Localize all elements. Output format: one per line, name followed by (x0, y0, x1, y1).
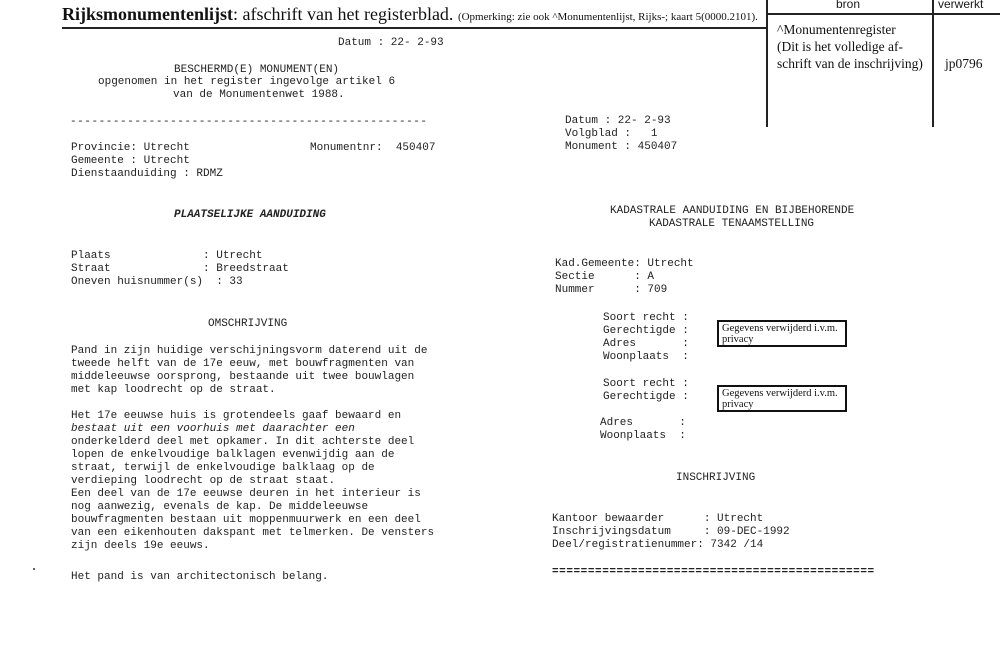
gemeente: Gemeente : Utrecht (71, 155, 190, 167)
stray-dot (33, 568, 35, 570)
block1-adres: Adres : (603, 338, 689, 350)
block2-adres: Adres : (600, 417, 686, 429)
block1-soort-recht: Soort recht : (603, 312, 689, 324)
kadastrale-heading-2: KADASTRALE TENAAMSTELLING (649, 218, 815, 230)
document-title (62, 4, 758, 25)
kantoor-bewaarder: Kantoor bewaarder : Utrecht (552, 513, 764, 525)
bron-line-2: (Dit is het volledige af- (777, 39, 903, 54)
scan-mark (766, 112, 767, 126)
para1-line-3: middeleeuwse oorsprong, bestaande uit twee bouwlagen (71, 371, 415, 383)
para2-line-4: lopen de enkelvoudige balklagen evenwijdig aan de (71, 449, 395, 461)
left-heading-2: opgenomen in het register ingevolge artikel 6 (98, 76, 396, 88)
title-underline (62, 27, 766, 29)
para2-line-11: zijn deels 19e eeuws. (71, 540, 210, 552)
col-header-bron: bron (836, 0, 861, 11)
inschrijving-heading: INSCHRIJVING (676, 472, 756, 484)
bron-line-1: ^Monumentenregister (777, 22, 896, 37)
right-rule: ============================================= (552, 566, 875, 578)
left-heading-3: van de Monumentenwet 1988. (173, 89, 345, 101)
sectie: Sectie : A (555, 271, 655, 283)
block2-gerechtigde: Gerechtigde : (603, 391, 689, 403)
para2-line-5: straat, terwijl de enkelvoudige balklaag op de (71, 462, 375, 474)
side-table-divider (932, 0, 934, 127)
kadastrale-heading-1: KADASTRALE AANDUIDING EN BIJBEHORENDE (610, 205, 855, 217)
plaats: Plaats : Utrecht (71, 250, 263, 262)
monumentnr: Monumentnr: 450407 (310, 142, 436, 154)
para1-line-4: met kap loodrecht op de straat. (71, 384, 276, 396)
para3: Het pand is van architectonisch belang. (71, 571, 329, 583)
plaatselijke-heading: PLAATSELIJKE AANDUIDING (174, 209, 326, 221)
para1-line-2: tweede helft van de 17e eeuw, met bouwfragmenten van (71, 358, 415, 370)
left-heading-1: BESCHERMD(E) MONUMENT(EN) (174, 64, 340, 76)
block2-soort-recht: Soort recht : (603, 378, 689, 390)
right-datum: Datum : 22- 2-93 (565, 115, 671, 127)
deel-registratienummer: Deel/registratienummer: 7342 /14 (552, 539, 764, 551)
redaction-box-1: Gegevens verwijderd i.v.m. privacy (717, 320, 847, 347)
dienstaanduiding: Dienstaanduiding : RDMZ (71, 168, 223, 180)
para1-line-1: Pand in zijn huidige verschijningsvorm daterend uit de (71, 345, 428, 357)
para2-line-9: bouwfragmenten bestaan uit moppenmuurwerk en een deel (71, 514, 421, 526)
para2-line-8: nog aanwezig, evenals de kap. De middeleeuwse (71, 501, 369, 513)
provincie: Provincie: Utrecht (71, 142, 190, 154)
para2-line-10: van een eikenhouten dakspant met telmerken. De vensters (71, 527, 435, 539)
right-monument: Monument : 450407 (565, 141, 678, 153)
block1-woonplaats: Woonplaats : (603, 351, 689, 363)
oneven-huisnummer: Oneven huisnummer(s) : 33 (71, 276, 243, 288)
left-rule: -------------------------------------------------- (70, 116, 428, 128)
para2-line-7: Een deel van de 17e eeuwse deuren in het interieur is (71, 488, 421, 500)
bron-line-3: schrift van de inschrijving) (777, 56, 923, 71)
straat: Straat : Breedstraat (71, 263, 289, 275)
left-datum: Datum : 22- 2-93 (338, 37, 444, 49)
volgblad: Volgblad : 1 (565, 128, 658, 140)
kad-gemeente: Kad.Gemeente: Utrecht (555, 258, 694, 270)
title-note: (Opmerking: zie ook ^Monumentenlijst, Rijks-; kaart 5(0000.2101). (457, 11, 758, 23)
side-table-left-border (766, 0, 768, 127)
omschrijving-heading: OMSCHRIJVING (208, 318, 288, 330)
nummer: Nummer : 709 (555, 284, 668, 296)
verwerkt-value: jp0796 (945, 56, 983, 71)
title-rest: : afschrift van het registerblad. (233, 4, 454, 24)
redaction-box-2: Gegevens verwijderd i.v.m. privacy (717, 385, 847, 412)
title-bold: Rijksmonumentenlijst (62, 4, 234, 24)
block1-gerechtigde: Gerechtigde : (603, 325, 689, 337)
block2-woonplaats: Woonplaats : (600, 430, 686, 442)
inschrijvingsdatum: Inschrijvingsdatum : 09-DEC-1992 (552, 526, 790, 538)
para2-line-3: onderkelderd deel met opkamer. In dit achterste deel (71, 436, 415, 448)
para2-line-2: bestaat uit een voorhuis met daarachter een (71, 423, 355, 435)
para2-line-6: verdieping loodrecht op de straat staat. (71, 475, 336, 487)
col-header-verwerkt: verwerkt (938, 0, 984, 11)
para2-line-1: Het 17e eeuwse huis is grotendeels gaaf bewaard en (71, 410, 402, 422)
side-table-header-line (766, 13, 1000, 15)
